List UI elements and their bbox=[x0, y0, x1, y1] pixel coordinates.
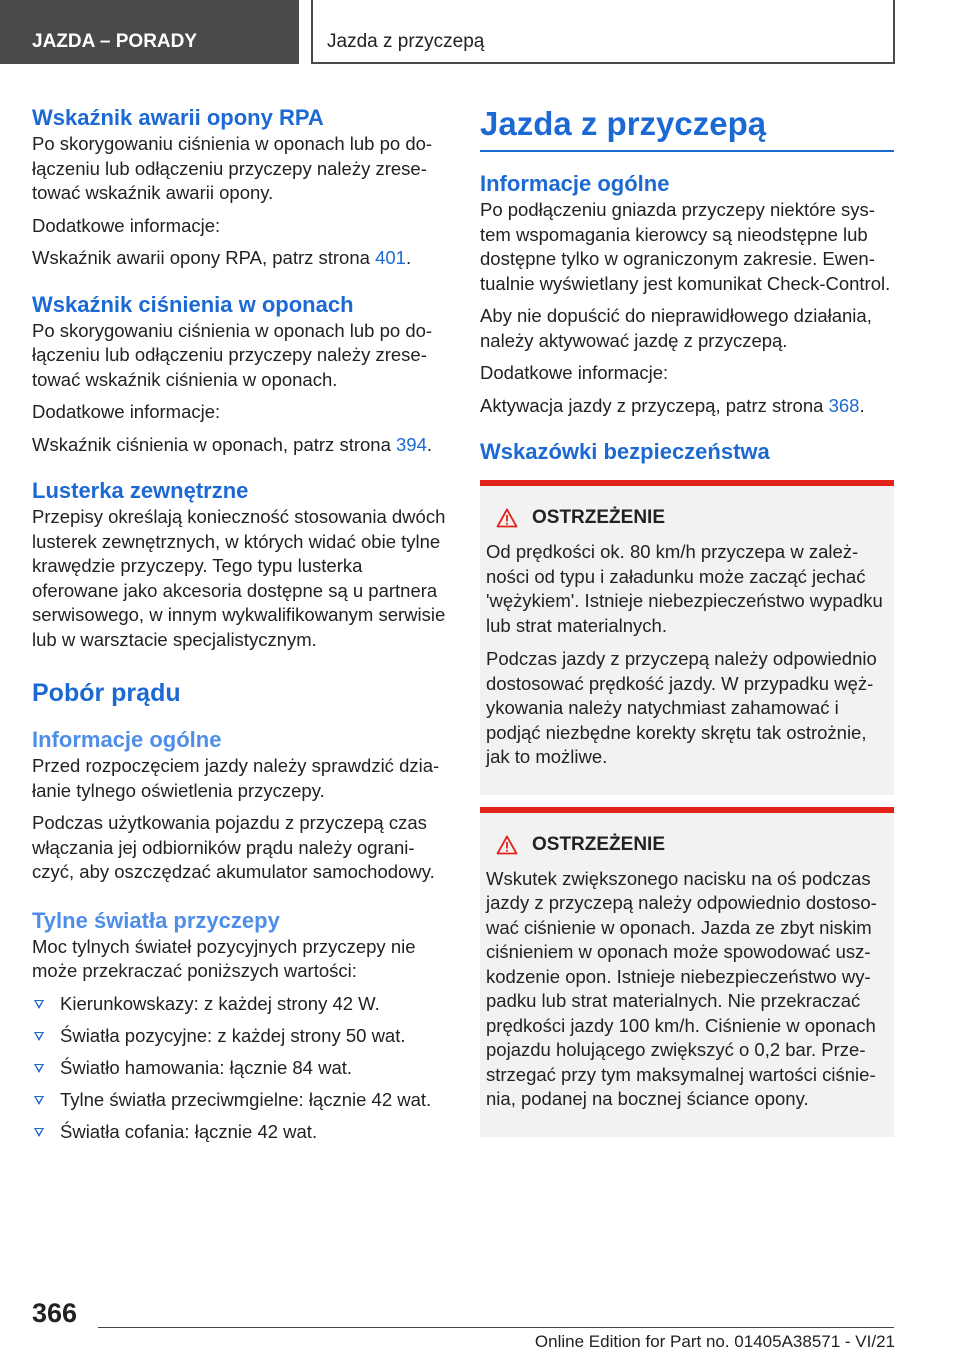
warning-2-paragraph-1: Wskutek zwiększonego nacisku na oś podczas jazdy z przyczepą należy odpowiednio dostosować ciśnienie w oponach. Jazda ze zbyt niskim ciśnieniem w oponach może spowodować uszkodzenie opon. Istnieje niebezpieczeństwo wypadku lub strat materialnych. Nie przekraczać prędkości jazdy 100 km/h. Ciśnienie w oponach pojazdu holującego zwiększyć o 0,2 bar. Przestrzegać przy tym maksymalnej wartości ciśnienia, podanej na bocznej ściance opony. bbox=[486, 867, 877, 1109]
rpa-more-info: Dodatkowe informacje: bbox=[32, 214, 221, 236]
power-heading: Pobór prądu bbox=[32, 679, 181, 707]
pressure-page-link[interactable]: 394 bbox=[396, 433, 427, 455]
pressure-paragraph: Po skorygowaniu ciśnienia w oponach lub po dołączeniu lub odłączeniu przyczepy należy zresetować wskaźnik ciśnienia w oponach. bbox=[32, 319, 433, 390]
power-general-heading: Informacje ogólne bbox=[32, 727, 222, 752]
bullet-triangle-icon bbox=[34, 1032, 44, 1041]
footer-divider bbox=[98, 1327, 894, 1328]
footer-edition: Online Edition for Part no. 01405A38571 - VI/21 bbox=[534, 1332, 895, 1351]
warning-triangle-icon bbox=[496, 835, 518, 855]
pressure-more-info: Dodatkowe informacje: bbox=[32, 401, 221, 422]
mirrors-heading: Lusterka zewnętrzne bbox=[32, 478, 249, 503]
warning-triangle-icon bbox=[496, 508, 518, 528]
trailer-lights-paragraph: Moc tylnych świateł pozycyjnych przyczepy nie może przekraczać poniższych wartości: bbox=[32, 935, 416, 981]
bullet-triangle-icon bbox=[34, 1064, 44, 1073]
warning-label: OSTRZEŻENIE bbox=[532, 507, 666, 528]
title-divider bbox=[480, 150, 894, 152]
power-paragraph-1: Przed rozpoczęciem jazdy należy sprawdzić działanie tylnego oświetlenia przyczepy. bbox=[32, 755, 440, 801]
left-column bbox=[32, 104, 446, 1152]
trailer-lights-heading: Tylne światła przyczepy bbox=[32, 907, 280, 933]
warning-1-paragraph-1: Od prędkości ok. 80 km/h przyczepa w zależności od typu i załadunku może zacząć jechać 'wężykiem'. Istnieje niebezpieczeństwo wypadku lub strat materialnych. bbox=[486, 541, 883, 636]
list-item: Światła cofania: łącznie 42 wat. bbox=[32, 1120, 446, 1145]
mirrors-paragraph: Przepisy określają konieczność stosowania dwóch lusterek zewnętrznych, w których widać obie tylne krawędzie przyczepy. Tego typu lusterka oferowane jako akcesoria dostępne są u partnera serwisowego, w innym wykwalifikowanym serwisie lub w warsztacie specjalistycznym. bbox=[32, 506, 446, 650]
warning-box-1 bbox=[480, 480, 894, 795]
bullet-triangle-icon bbox=[34, 1096, 44, 1105]
general-more-info: Dodatkowe informacje: bbox=[480, 362, 669, 383]
general-reference: Aktywacja jazdy z przyczepą, patrz strona 368. bbox=[480, 394, 865, 416]
list-item: Światło hamowania: łącznie 84 wat. bbox=[32, 1056, 446, 1081]
warning-box-2 bbox=[480, 807, 894, 1137]
bullet-triangle-icon bbox=[34, 1128, 44, 1137]
trailer-lights-list bbox=[32, 992, 446, 1145]
general-heading: Informacje ogólne bbox=[480, 171, 670, 196]
header-section: JAZDA – PORADY bbox=[0, 0, 299, 64]
rpa-page-link[interactable]: 401 bbox=[375, 247, 406, 268]
general-paragraph-1: Po podłączeniu gniazda przyczepy niektóre system wspomagania kierowcy są nieodstępne lub dostępne tylko w ograniczonym zakresie. Ewentualnie wyświetlany jest komunikat Check-Control. bbox=[480, 199, 891, 294]
pressure-heading: Wskaźnik ciśnienia w oponach bbox=[32, 291, 354, 317]
page-number: 366 bbox=[32, 1298, 78, 1328]
bullet-triangle-icon bbox=[34, 1000, 44, 1009]
list-item: Kierunkowskazy: z każdej strony 42 W. bbox=[32, 992, 446, 1017]
right-column bbox=[480, 104, 894, 1137]
header-chapter: Jazda z przyczepą bbox=[311, 0, 895, 64]
list-item: Światła pozycyjne: z każdej strony 50 wat. bbox=[32, 1024, 446, 1049]
page-title: Jazda z przyczepą bbox=[480, 105, 767, 142]
warning-1-paragraph-2: Podczas jazdy z przyczepą należy odpowiednio dostosować prędkość jazdy. W przypadku wężykowania należy natychmiast zahamować i podjąć niezbędne korekty skrętu tak ostrożnie, jak to możliwe. bbox=[486, 648, 877, 767]
warning-label: OSTRZEŻENIE bbox=[532, 833, 666, 855]
general-paragraph-2: Aby nie dopuścić do nieprawidłowego działania, należy aktywować jazdę z przyczepą. bbox=[480, 305, 872, 351]
power-paragraph-2: Podczas użytkowania pojazdu z przyczepą czas włączania jej odbiorników prądu należy ograniczyć, aby oszczędzać akumulator samochodowy. bbox=[32, 812, 435, 882]
rpa-heading: Wskaźnik awarii opony RPA bbox=[32, 105, 324, 130]
rpa-paragraph: Po skorygowaniu ciśnienia w oponach lub po dołączeniu lub odłączeniu przyczepy należy zresetować wskaźnik awarii opony. bbox=[32, 133, 433, 203]
list-item: Tylne światła przeciwmgielne: łącznie 42 wat. bbox=[32, 1088, 446, 1113]
safety-heading: Wskazówki bezpieczeństwa bbox=[480, 439, 770, 464]
pressure-reference: Wskaźnik ciśnienia w oponach, patrz strona 394. bbox=[32, 433, 433, 455]
activation-page-link[interactable]: 368 bbox=[828, 394, 860, 416]
rpa-reference: Wskaźnik awarii opony RPA, patrz strona 401. bbox=[32, 247, 412, 268]
